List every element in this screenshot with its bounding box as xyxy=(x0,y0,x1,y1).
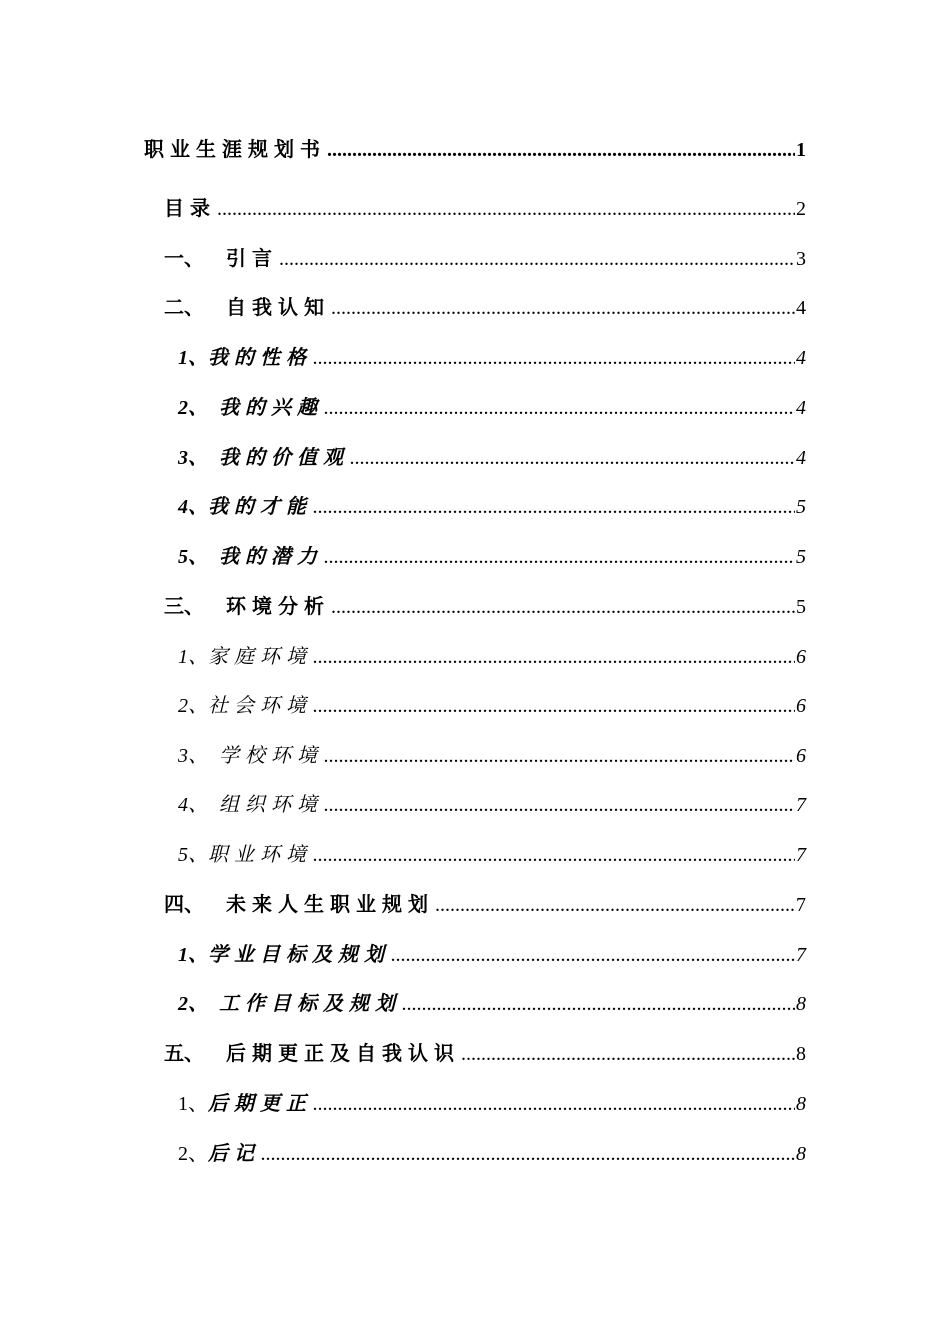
toc-entry-text: 我的才能 xyxy=(208,496,312,518)
toc-entry-number: 5、 xyxy=(178,546,208,568)
toc-entry-label xyxy=(164,592,330,622)
toc-leader-dots xyxy=(217,194,795,224)
toc-entry-subsection[interactable] xyxy=(178,790,806,820)
toc-entry-label xyxy=(164,244,278,274)
toc-entry-number: 2、 xyxy=(178,1143,208,1165)
toc-entry-label xyxy=(164,890,434,920)
toc-entry-label xyxy=(178,1089,312,1119)
toc-entry-number: 一、 xyxy=(164,248,204,270)
toc-entry-number: 3、 xyxy=(178,447,208,469)
toc-leader-dots xyxy=(461,1039,795,1069)
toc-entry-text: 未来人生职业规划 xyxy=(226,894,434,916)
toc-entry-text: 环境分析 xyxy=(226,596,330,618)
toc-entry-subsection[interactable] xyxy=(178,642,806,672)
toc-entry-subsection[interactable] xyxy=(178,691,806,721)
toc-entry-label xyxy=(178,492,312,522)
toc-entry-number: 1、 xyxy=(178,347,208,369)
toc-entry-number: 4、 xyxy=(178,496,208,518)
toc-entry-text: 社会环境 xyxy=(208,695,312,717)
toc-entry-number: 四、 xyxy=(164,894,204,916)
toc-leader-dots xyxy=(261,1139,795,1169)
toc-page-number: 8 xyxy=(796,993,806,1015)
toc-entry-text: 后记 xyxy=(208,1143,260,1165)
toc-entry-number: 2、 xyxy=(178,397,208,419)
toc-entry-label: 目录 xyxy=(164,198,216,220)
toc-entry-subsection[interactable] xyxy=(178,840,806,870)
toc-page-number: 5 xyxy=(796,596,806,618)
toc-entry-label xyxy=(164,1039,460,1069)
toc-entry-number: 1、 xyxy=(178,646,208,668)
toc-entry-text: 后期更正 xyxy=(208,1093,312,1115)
toc-entry-label xyxy=(178,443,349,473)
toc-page-number: 4 xyxy=(796,447,806,469)
toc-page-number: 8 xyxy=(796,1043,806,1065)
toc-entry-label xyxy=(164,293,330,323)
toc-page-number: 6 xyxy=(796,646,806,668)
toc-leader-dots xyxy=(324,790,795,820)
toc-page-number: 5 xyxy=(796,546,806,568)
toc-entry-contents[interactable] xyxy=(164,194,806,224)
toc-entry-section[interactable] xyxy=(164,890,806,920)
toc-entry-text: 学业目标及规划 xyxy=(208,944,390,966)
toc-entry-text: 工作目标及规划 xyxy=(219,993,401,1015)
toc-title-entry[interactable] xyxy=(144,135,806,165)
toc-page-number: 7 xyxy=(796,844,806,866)
toc-leader-dots xyxy=(350,443,795,473)
toc-entry-text: 我的性格 xyxy=(208,347,312,369)
toc-page-number: 1 xyxy=(796,139,806,161)
toc-entry-text: 引言 xyxy=(226,248,278,270)
toc-entry-text: 职业环境 xyxy=(208,844,312,866)
toc-entry-text: 学校环境 xyxy=(219,745,323,767)
toc-entry-label: 职业生涯规划书 xyxy=(144,139,326,161)
toc-page-number: 6 xyxy=(796,695,806,717)
toc-leader-dots xyxy=(313,691,795,721)
toc-entry-section[interactable] xyxy=(164,1039,806,1069)
toc-leader-dots xyxy=(313,840,795,870)
toc-page-number: 3 xyxy=(796,248,806,270)
toc-page-number: 7 xyxy=(796,894,806,916)
toc-entry-text: 我的兴趣 xyxy=(219,397,323,419)
toc-leader-dots xyxy=(331,592,795,622)
toc-leader-dots xyxy=(313,343,795,373)
toc-entry-text: 后期更正及自我认识 xyxy=(226,1043,460,1065)
toc-leader-dots xyxy=(313,1089,795,1119)
toc-entry-number: 三、 xyxy=(164,596,204,618)
toc-page-number: 4 xyxy=(796,347,806,369)
toc-entry-label xyxy=(178,393,323,423)
toc-entry-label xyxy=(178,840,312,870)
toc-page-number: 7 xyxy=(796,944,806,966)
toc-page-number: 7 xyxy=(796,794,806,816)
toc-entry-text: 我的潜力 xyxy=(219,546,323,568)
toc-entry-subsection[interactable] xyxy=(178,492,806,522)
toc-leader-dots xyxy=(313,492,795,522)
toc-entry-number: 1、 xyxy=(178,944,208,966)
toc-page-number: 6 xyxy=(796,745,806,767)
toc-entry-subsection[interactable] xyxy=(178,443,806,473)
toc-entry-number: 五、 xyxy=(164,1043,204,1065)
toc-entry-label xyxy=(178,940,390,970)
toc-page-number: 8 xyxy=(796,1093,806,1115)
toc-entry-subsection[interactable] xyxy=(178,542,806,572)
toc-entry-text: 我的价值观 xyxy=(219,447,349,469)
toc-entry-label xyxy=(178,691,312,721)
toc-entry-label xyxy=(178,343,312,373)
toc-leader-dots xyxy=(402,989,795,1019)
toc-entry-label xyxy=(178,1139,260,1169)
toc-page-number: 2 xyxy=(796,198,806,220)
toc-leader-dots xyxy=(327,135,795,165)
toc-leader-dots xyxy=(324,542,795,572)
toc-entry-subsection[interactable] xyxy=(178,1089,806,1119)
toc-entry-number: 1、 xyxy=(178,1093,208,1115)
toc-entry-label xyxy=(178,542,323,572)
toc-entry-section[interactable] xyxy=(164,244,806,274)
toc-entry-number: 2、 xyxy=(178,695,208,717)
toc-leader-dots xyxy=(279,244,795,274)
toc-entry-label xyxy=(178,642,312,672)
toc-leader-dots xyxy=(313,642,795,672)
toc-leader-dots xyxy=(324,393,795,423)
toc-entry-number: 3、 xyxy=(178,745,208,767)
toc-entry-number: 二、 xyxy=(164,297,204,319)
toc-page-number: 8 xyxy=(796,1143,806,1165)
toc-page-number: 4 xyxy=(796,297,806,319)
toc-entry-subsection[interactable] xyxy=(178,940,806,970)
toc-entry-text: 组织环境 xyxy=(219,794,323,816)
toc-entry-subsection[interactable] xyxy=(178,741,806,771)
toc-entry-subsection[interactable] xyxy=(178,393,806,423)
toc-entry-subsection[interactable] xyxy=(178,989,806,1019)
toc-entry-text: 自我认知 xyxy=(226,297,330,319)
toc-page-number: 4 xyxy=(796,397,806,419)
toc-entry-label xyxy=(178,790,323,820)
toc-entry-section[interactable] xyxy=(164,592,806,622)
toc-leader-dots xyxy=(331,293,795,323)
toc-entry-label xyxy=(178,741,323,771)
toc-entry-section[interactable] xyxy=(164,293,806,323)
toc-entry-subsection[interactable] xyxy=(178,1139,806,1169)
toc-entry-text: 家庭环境 xyxy=(208,646,312,668)
toc-leader-dots xyxy=(324,741,795,771)
toc-entry-number: 4、 xyxy=(178,794,208,816)
toc-entry-subsection[interactable] xyxy=(178,343,806,373)
toc-page-number: 5 xyxy=(796,496,806,518)
toc-entry-number: 5、 xyxy=(178,844,208,866)
toc-leader-dots xyxy=(391,940,795,970)
toc-entry-number: 2、 xyxy=(178,993,208,1015)
toc-entry-label xyxy=(178,989,401,1019)
toc-leader-dots xyxy=(435,890,795,920)
